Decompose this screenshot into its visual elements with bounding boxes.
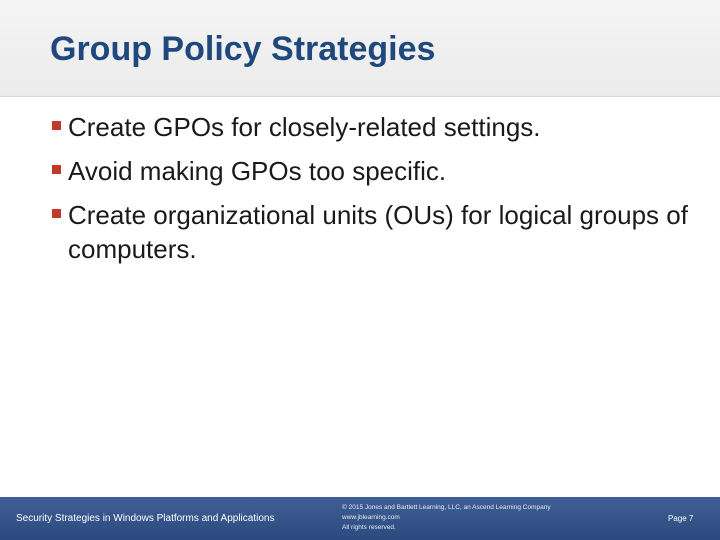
bullet-item	[50, 110, 710, 144]
footer-course-title: Security Strategies in Windows Platforms and Applications	[16, 513, 275, 524]
page-number: Page 7	[668, 514, 694, 523]
slide-title: Group Policy Strategies	[50, 30, 436, 68]
bullet-item	[50, 198, 710, 266]
website-line: www.jblearning.com	[342, 514, 400, 521]
bullet-text: Avoid making GPOs too specific.	[68, 156, 447, 186]
copyright-line: © 2015 Jones and Bartlett Learning, LLC, an Ascend Learning Company	[342, 504, 551, 511]
square-bullet-icon	[52, 121, 61, 130]
bullet-list	[50, 110, 710, 276]
square-bullet-icon	[52, 209, 61, 218]
footer-copyright	[342, 503, 551, 533]
title-divider	[0, 96, 720, 97]
bullet-text: Create organizational units (OUs) for logical groups of computers.	[68, 200, 688, 264]
footer-bar	[0, 497, 720, 540]
bullet-text: Create GPOs for closely-related settings.	[68, 112, 541, 142]
rights-line: All rights reserved.	[342, 524, 396, 531]
bullet-item	[50, 154, 710, 188]
square-bullet-icon	[52, 165, 61, 174]
